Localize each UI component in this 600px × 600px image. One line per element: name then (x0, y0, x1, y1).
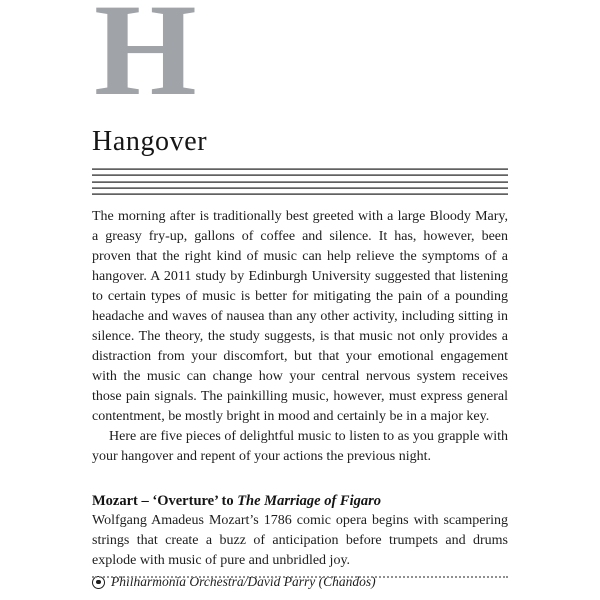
intro-paragraph: The morning after is traditionally best greeted with a large Bloody Mary, a greasy fry-up, gallons of coffee and silence. It has, however, been proven that the right kind of music can help relieve the symptoms of a hangover. A 2011 study by Edinburgh University suggested that listening to certain types of music is better for mitigating the pain of a pounding headache and waves of nausea than any other activity, including sitting in silence. The theory, the study suggests, is that music not only provides a distraction from your discomfort, but that your emotional engagement with the music can change how your central nervous system receives those pain signals. The painkilling music, however, must express general contentment, be mostly bright in mood and certainly be in a major key. (92, 209, 508, 424)
record-icon-dot (96, 580, 101, 585)
recording-credit (92, 572, 508, 592)
music-staff-rule (92, 168, 508, 195)
staff-line (92, 181, 508, 183)
staff-line (92, 187, 508, 189)
entry-description: Wolfgang Amadeus Mozart’s 1786 comic opera begins with scampering strings that create a buzz of anticipation before trumpets and drums explode with music of pure and unbridled joy. (92, 513, 508, 568)
intro-paragraph-2: Here are five pieces of delightful music to listen to as you grapple with your hangover and repent of your actions the previous night. (92, 429, 508, 464)
recording-credit-text: Philharmonia Orchestra/David Parry (Chandos) (111, 574, 376, 589)
staff-line (92, 193, 508, 195)
drop-cap-letter: H (94, 0, 197, 123)
staff-line (92, 168, 508, 170)
entry-heading (92, 491, 508, 511)
staff-line (92, 174, 508, 176)
entry-heading-prefix: Mozart – ‘Overture’ to (92, 493, 238, 509)
entry-heading-work-title: The Marriage of Figaro (237, 493, 381, 509)
page-title: Hangover (92, 126, 208, 157)
dotted-divider (92, 576, 508, 578)
page-content (92, 207, 508, 592)
